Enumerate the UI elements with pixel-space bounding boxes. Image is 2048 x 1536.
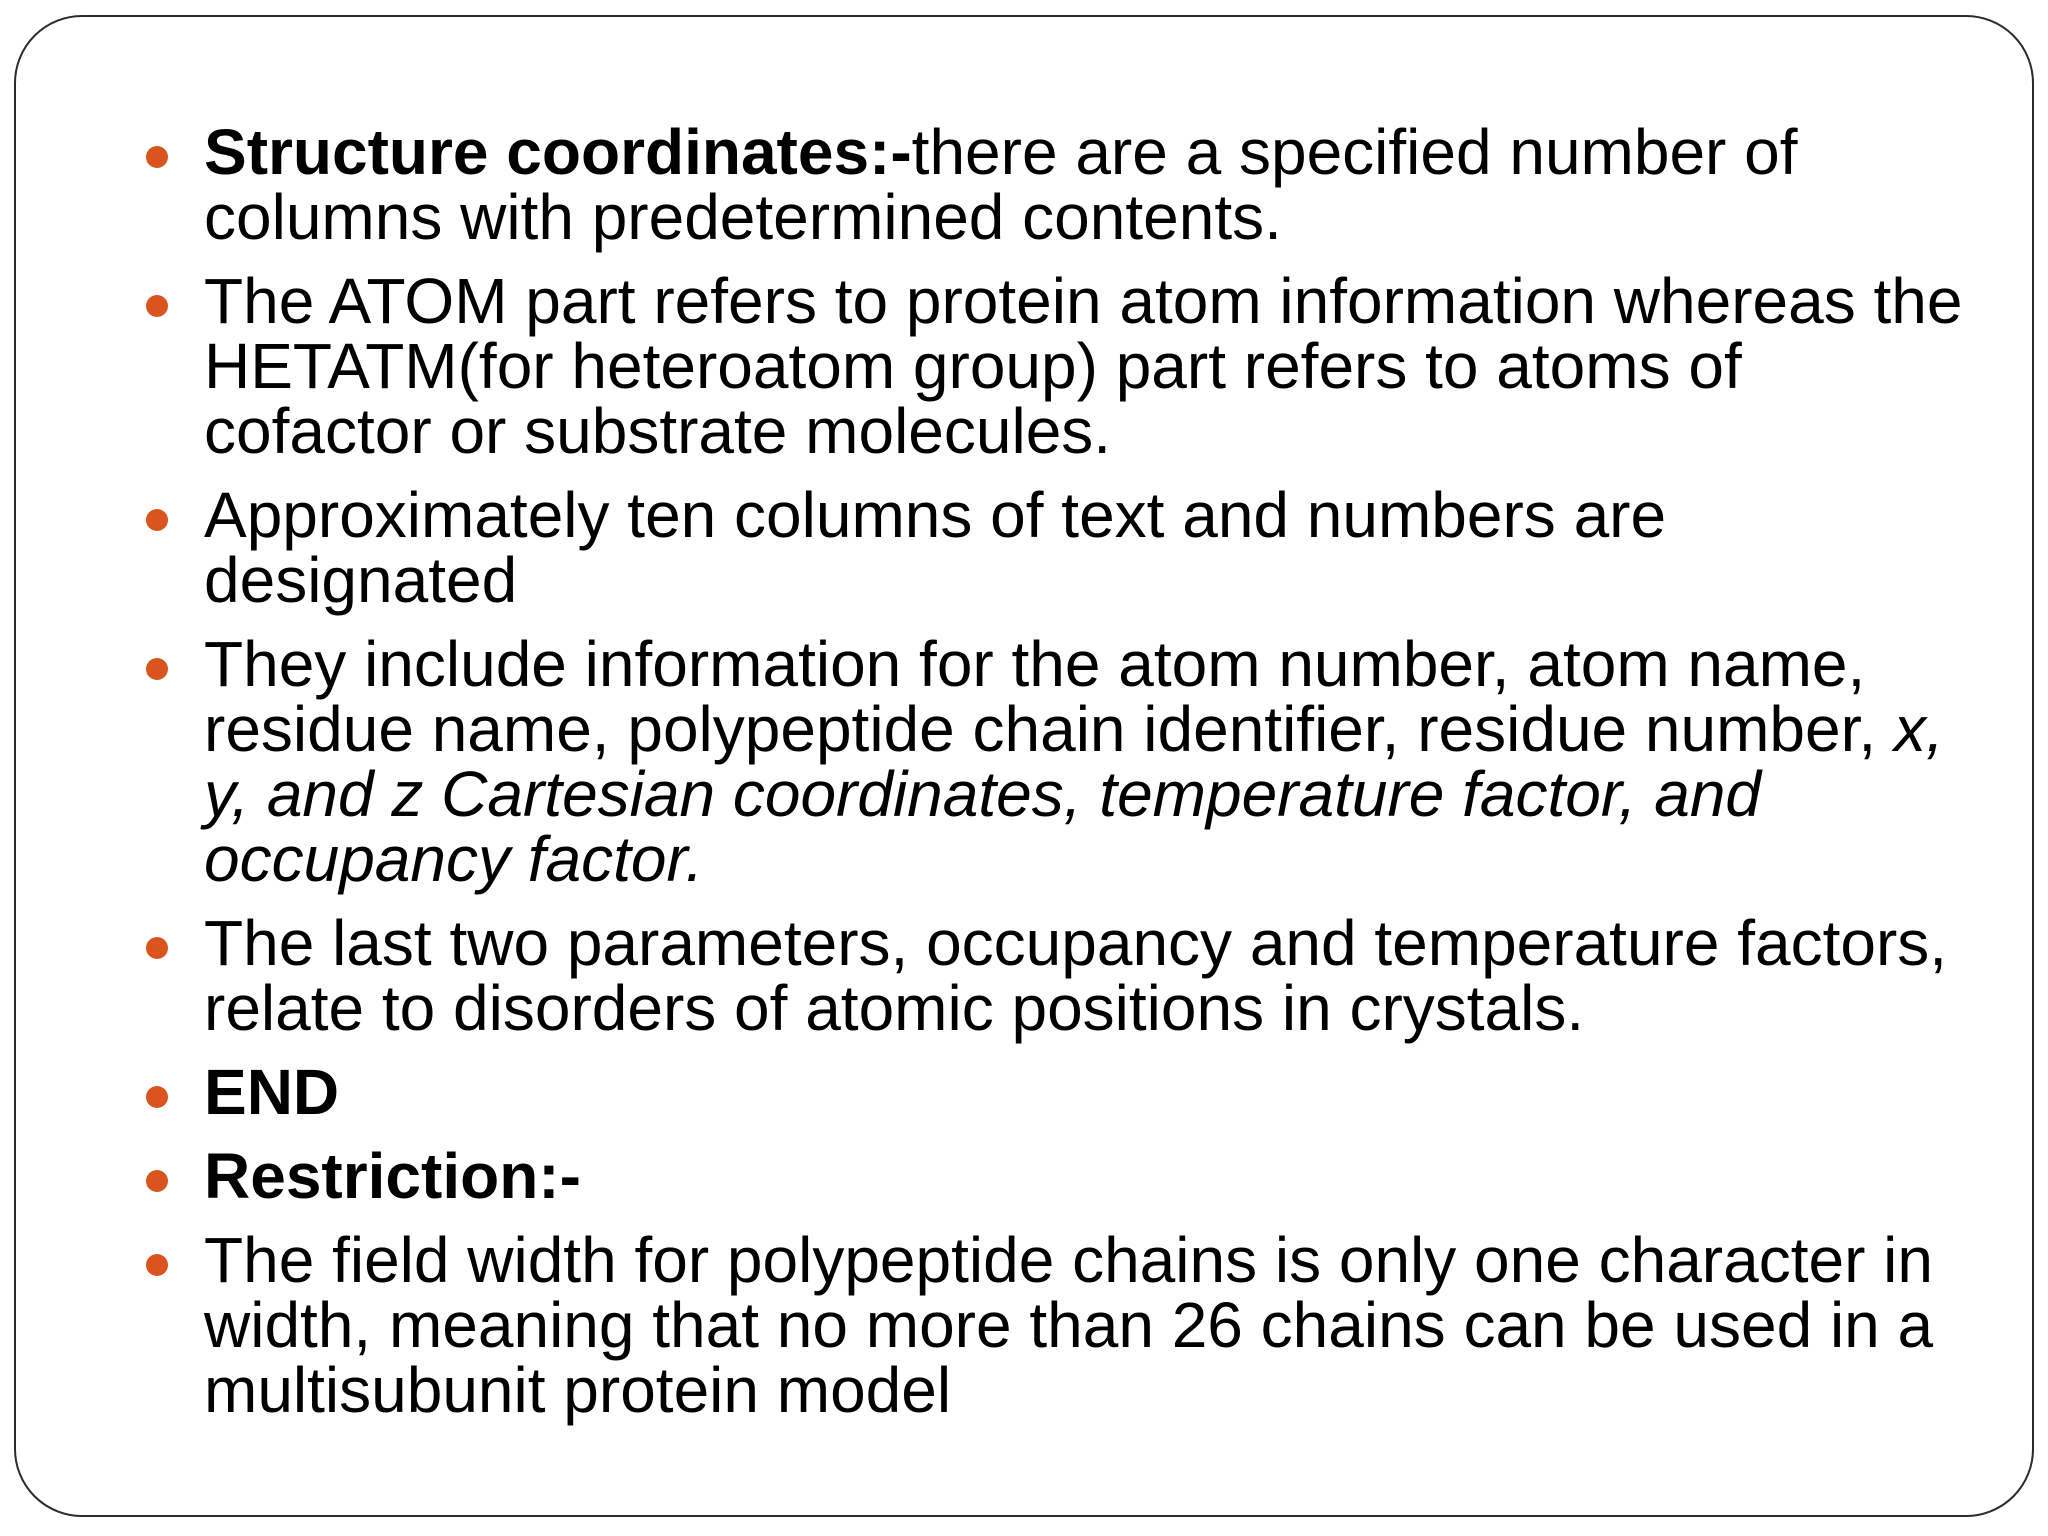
bullet-restriction: [138, 1140, 1968, 1212]
slide-content: [138, 116, 1968, 1442]
bullet-dot-icon: [146, 1170, 168, 1192]
bullet-dot-icon: [146, 937, 168, 959]
bullet-atom-part: [138, 265, 1968, 467]
bullet-last-two-parameters: [138, 907, 1968, 1044]
bullet-dot-icon: [146, 146, 168, 168]
bullet-dot-icon: [146, 295, 168, 317]
bullet-list: [138, 116, 1968, 1426]
bullet-bold-text: Restriction:-: [204, 1140, 581, 1212]
bullet-dot-icon: [146, 509, 168, 531]
bullet-dot-icon: [146, 1086, 168, 1108]
bullet-text: They include information for the atom number, atom name, residue name, polypeptide chain identifier, residue number,: [204, 628, 1894, 765]
bullet-text: Approximately ten columns of text and numbers are designated: [204, 479, 1667, 616]
bullet-included-information: [138, 628, 1968, 895]
bullet-field-width: [138, 1224, 1968, 1426]
bullet-end: [138, 1056, 1968, 1128]
bullet-dot-icon: [146, 658, 168, 680]
bullet-text: The last two parameters, occupancy and temperature factors, relate to disorders of atomic positions in crystals.: [204, 907, 1948, 1044]
bullet-bold-text: END: [204, 1056, 340, 1128]
bullet-text: The ATOM part refers to protein atom information whereas the HETATM(for heteroatom group) part refers to atoms of cofactor or substrate molecules.: [204, 265, 1963, 467]
bullet-text: The field width for polypeptide chains is only one character in width, meaning that no more than 26 chains can be used in a multisubunit protein model: [204, 1224, 1934, 1426]
bullet-bold-text: Structure coordinates:-: [204, 116, 912, 188]
bullet-structure-coordinates: [138, 116, 1968, 253]
bullet-ten-columns: [138, 479, 1968, 616]
bullet-dot-icon: [146, 1254, 168, 1276]
bullet-italic-text: x, y, and z Cartesian coordinates, temperature factor, and occupancy factor.: [204, 693, 1944, 895]
bullet-text: there are a specified number of columns with predetermined contents.: [204, 116, 1798, 253]
